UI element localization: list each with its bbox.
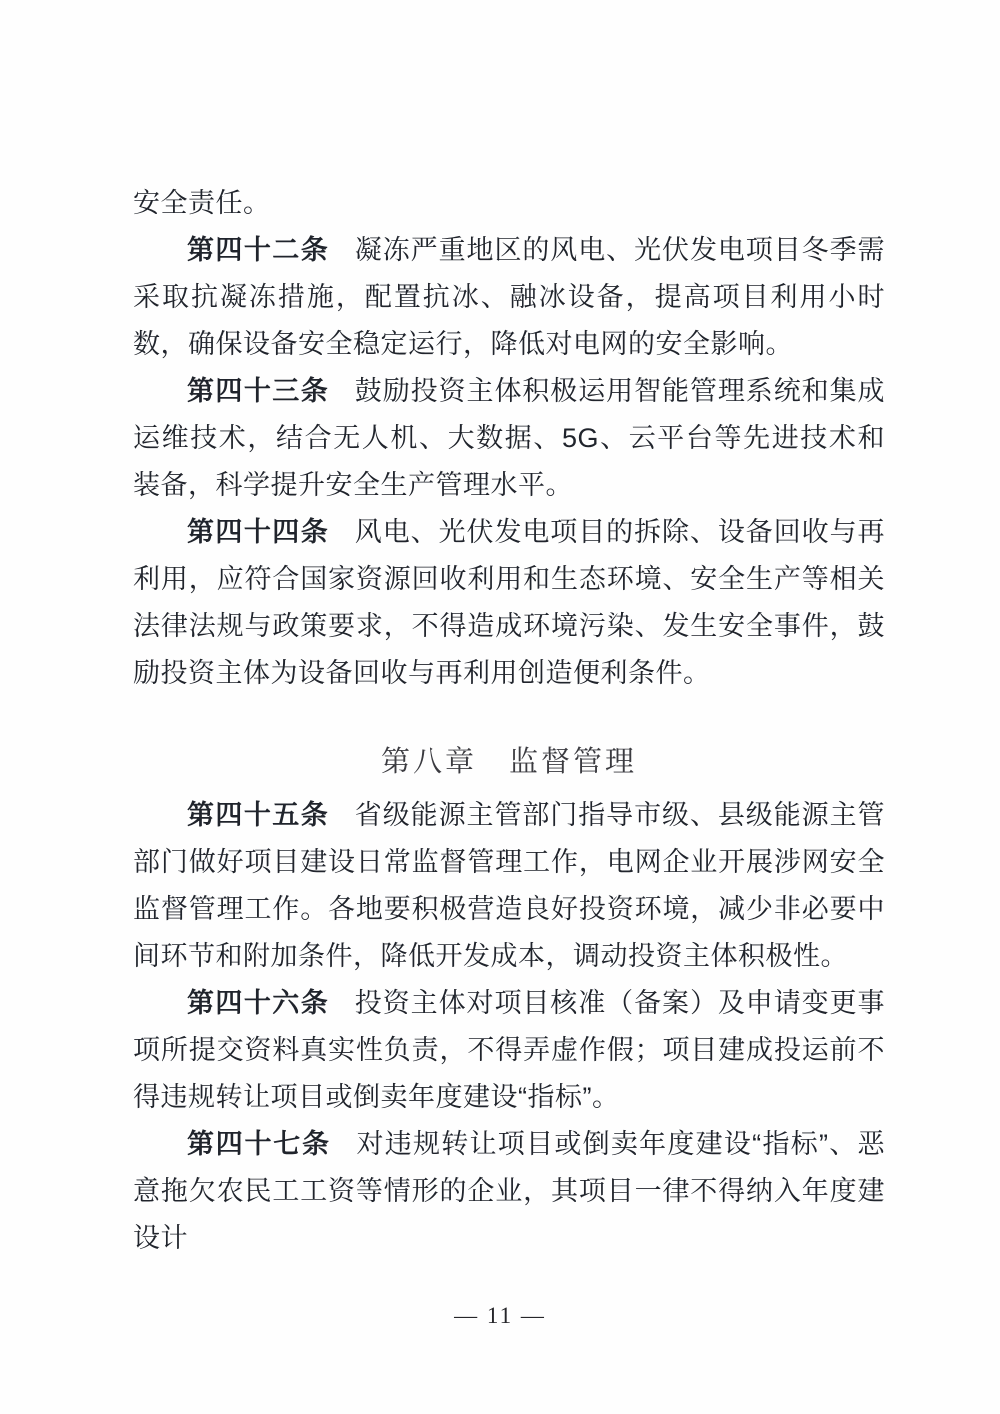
article-42-text: 凝冻严重地区的风电、光伏发电项目冬季需采取抗凝冻措施，配置抗冰、融冰设备，提高项目利用小时数，确保设备安全稳定运行，降低对电网的安全影响。 [133, 235, 886, 359]
article-43 [133, 368, 885, 509]
article-44-number: 第四十四条 [187, 517, 330, 547]
article-45-number: 第四十五条 [187, 800, 330, 830]
article-47 [133, 1121, 885, 1262]
article-45 [133, 792, 885, 980]
article-46-number: 第四十六条 [187, 988, 330, 1018]
article-47-number: 第四十七条 [187, 1129, 331, 1159]
article-43-text: 鼓励投资主体积极运用智能管理系统和集成运维技术，结合无人机、大数据、5G、云平台等先进技术和装备，科学提升安全生产管理水平。 [133, 376, 886, 500]
article-43-number: 第四十三条 [187, 376, 330, 406]
paragraph-continuation: 安全责任。 [133, 188, 271, 218]
document-body [133, 180, 885, 1262]
article-42 [133, 227, 885, 368]
page-number: — 11 — [454, 1303, 546, 1328]
article-47-text: 对违规转让项目或倒卖年度建设“指标”、恶意拖欠农民工工资等情形的企业，其项目一律不得纳入年度建设计 [133, 1129, 885, 1253]
article-46-text: 投资主体对项目核准（备案）及申请变更事项所提交资料真实性负责，不得弄虚作假；项目建成投运前不得违规转让项目或倒卖年度建设“指标”。 [133, 988, 886, 1112]
article-42-number: 第四十二条 [187, 235, 330, 265]
article-44 [133, 509, 885, 697]
article-45-text: 省级能源主管部门指导市级、县级能源主管部门做好项目建设日常监督管理工作，电网企业开展涉网安全监督管理工作。各地要积极营造良好投资环境，减少非必要中间环节和附加条件，降低开发成本，调动投资主体积极性。 [133, 800, 886, 971]
article-46 [133, 980, 885, 1121]
chapter-heading: 第八章 监督管理 [380, 746, 637, 778]
article-44-text: 风电、光伏发电项目的拆除、设备回收与再利用，应符合国家资源回收利用和生态环境、安全生产等相关法律法规与政策要求，不得造成环境污染、发生安全事件，鼓励投资主体为设备回收与再利用创造便利条件。 [133, 517, 886, 688]
